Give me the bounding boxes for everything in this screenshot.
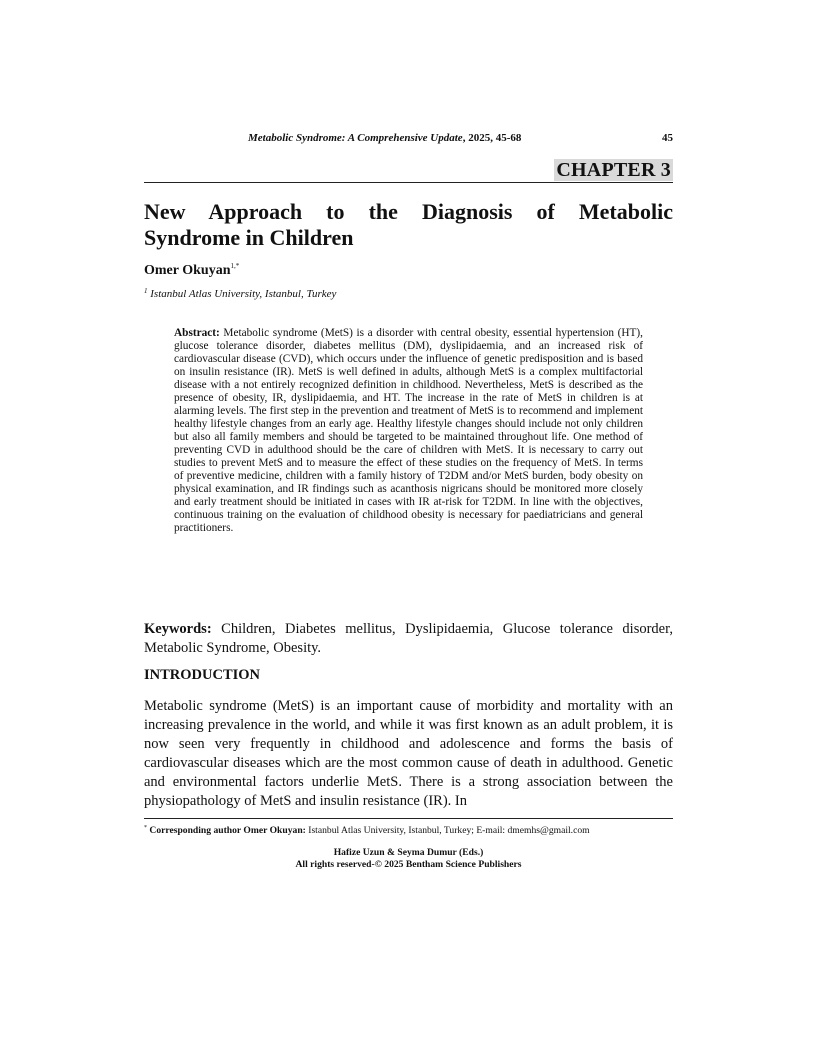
footnote-mark: *	[144, 825, 147, 831]
editors-line: Hafize Uzun & Seyma Dumur (Eds.)	[333, 847, 484, 858]
chapter-label: CHAPTER 3	[556, 159, 671, 181]
rights-line: All rights reserved-© 2025 Bentham Science Publishers	[295, 859, 522, 870]
publisher-info	[144, 847, 673, 871]
chapter-title-line-1: New Approach to the Diagnosis of Metabolic	[144, 199, 673, 224]
chapter-divider	[144, 182, 673, 183]
abstract	[174, 327, 643, 535]
journal-title: Metabolic Syndrome: A Comprehensive Update	[248, 132, 463, 144]
abstract-text: Metabolic syndrome (MetS) is a disorder with central obesity, essential hypertension (HT), glucose tolerance disorder, diabetes mellitus (DM), dyslipidaemia, and an increased risk of cardiovascular disease (CVD), which occurs under the influence of genetic predisposition and is based on insulin resistance (IR). MetS is well defined in adults, although MetS is a complex multifactorial disease with a not entirely recognized definition in childhood. Nevertheless, MetS is described as the presence of obesity, IR, dyslipidaemia, and HT. The increase in the rate of MetS in children is at alarming levels. The first step in the prevention and treatment of MetS is to recommend and implement healthy lifestyle changes from an early age. Healthy lifestyle changes should include not only children but also all family members and should be targeted to be maintained throughout life. One method of preventing CVD in adulthood should be the care of children with MetS. It is necessary to carry out studies to prevent MetS and to measure the effect of these studies on the frequency of MetS. In terms of preventive medicine, children with a family history of T2DM and/or MetS burden, body obesity on physical examination, and IR findings such as acanthosis nigricans should be monitored more closely and early treatment should be initiated in cases with IR at-risk for T2DM. In line with the objectives, continuous training on the evaluation of childhood obesity is necessary for paediatricians and general practitioners.	[174, 327, 643, 534]
chapter-title-line-2: Syndrome in Children	[144, 225, 354, 250]
author-name: Omer Okuyan	[144, 263, 231, 278]
introduction-paragraph: Metabolic syndrome (MetS) is an important cause of morbidity and mortality with an increasing prevalence in the world, and while it was first known as an adult problem, it is now seen very frequently in childhood and adolescence and forms the basis of cardiovascular diseases which are the most common cause of death in adulthood. Genetic and environmental factors underlie MetS. There is a strong association between the physiopathology of MetS and insulin resistance (IR). In	[144, 698, 673, 809]
footnote-divider	[144, 818, 673, 819]
chapter-title	[144, 199, 673, 251]
author	[144, 262, 239, 279]
affiliation-text: Istanbul Atlas University, Istanbul, Turkey	[147, 288, 337, 300]
footnote-text: Istanbul Atlas University, Istanbul, Turkey; E-mail: dmemhs@gmail.com	[305, 825, 590, 836]
affiliation	[144, 287, 336, 300]
author-marks: 1,*	[230, 262, 240, 270]
footnote-label: Corresponding author Omer Okuyan:	[147, 825, 306, 836]
abstract-label: Abstract:	[174, 327, 220, 339]
journal-citation	[248, 132, 521, 144]
footnote	[144, 822, 673, 837]
keywords-text: Children, Diabetes mellitus, Dyslipidaemia, Glucose tolerance disorder, Metabolic Syndrome, Obesity.	[144, 621, 673, 656]
section-heading-introduction: INTRODUCTION	[144, 667, 261, 683]
keywords	[144, 620, 673, 658]
affiliation-mark: 1	[144, 287, 148, 295]
keywords-label: Keywords:	[144, 621, 212, 637]
page-number: 45	[662, 132, 673, 144]
journal-details: , 2025, 45-68	[462, 132, 522, 144]
